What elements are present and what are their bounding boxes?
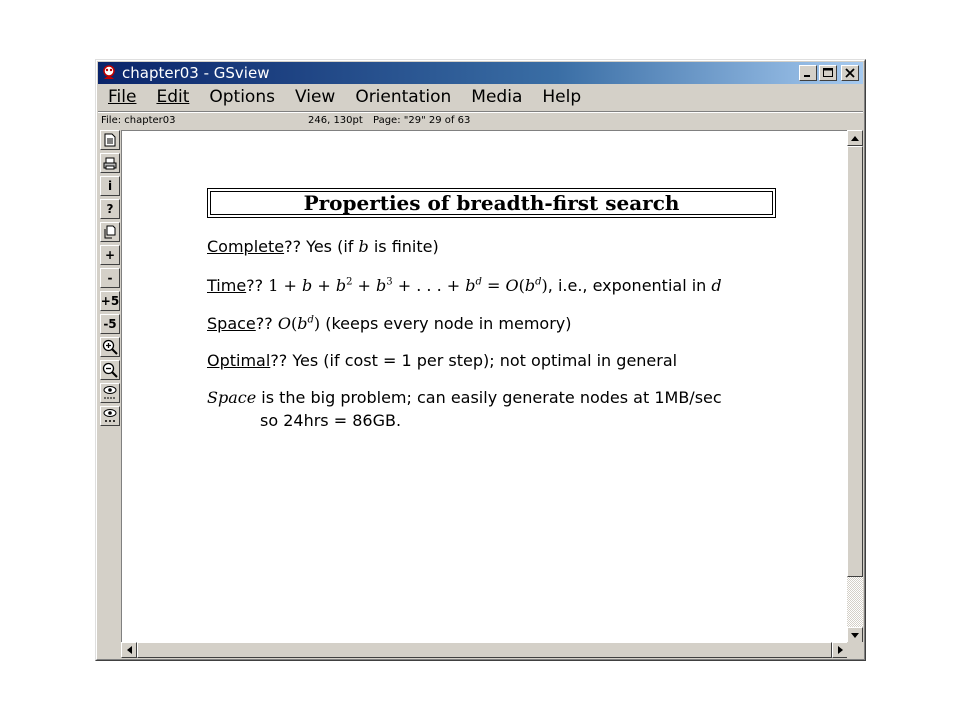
time-O: O	[505, 276, 519, 295]
scroll-down-button[interactable]	[847, 627, 863, 643]
time-dots: + . . . +	[392, 276, 466, 295]
time-b3: b	[376, 276, 387, 295]
arrow-up-icon	[851, 136, 859, 141]
zoom-in-button[interactable]	[100, 337, 120, 357]
open-file-button[interactable]	[100, 130, 120, 150]
vertical-scroll-thumb[interactable]	[847, 146, 863, 577]
time-bd: b	[465, 276, 476, 295]
side-toolbar	[98, 130, 122, 658]
note-italic-space: Space	[207, 388, 257, 407]
document-icon	[104, 133, 116, 147]
time-expd2: d	[535, 276, 542, 288]
status-bar	[98, 111, 863, 130]
maximize-button[interactable]	[819, 65, 837, 81]
time-b1: b	[302, 276, 313, 295]
forward-5-pages-button[interactable]	[100, 291, 120, 311]
minimize-icon	[803, 68, 813, 78]
zoom-out-button[interactable]	[100, 360, 120, 380]
minus-five-icon: -5	[103, 317, 117, 331]
info-button[interactable]	[100, 176, 120, 196]
print-button[interactable]	[100, 153, 120, 173]
complete-label: Complete	[207, 237, 285, 256]
status-file-name: File: chapter03	[101, 115, 176, 126]
scroll-right-button[interactable]	[832, 642, 848, 658]
menu-edit-label: Edit	[156, 87, 190, 107]
time-close: )	[541, 276, 548, 295]
menu-edit[interactable]	[146, 87, 199, 107]
menu-bar	[98, 85, 863, 109]
caption-buttons	[799, 65, 859, 81]
window-title: chapter03 - GSview	[122, 64, 270, 82]
time-b4: b	[524, 276, 536, 295]
space-q: ??	[255, 314, 278, 333]
back-5-pages-button[interactable]	[100, 314, 120, 334]
scroll-left-button[interactable]	[121, 642, 137, 658]
time-expd: d	[475, 276, 482, 288]
zoom-out-icon	[102, 362, 118, 378]
eye-abc-icon	[102, 385, 118, 401]
plus-icon: +	[104, 248, 116, 262]
eye-dots-icon	[102, 408, 118, 424]
time-eq: =	[481, 276, 506, 295]
printer-icon	[103, 157, 117, 170]
help-button[interactable]	[100, 199, 120, 219]
horizontal-scrollbar[interactable]	[121, 642, 848, 658]
arrow-down-icon	[851, 633, 859, 638]
space-open: (	[290, 314, 298, 333]
space-expd: d	[307, 314, 314, 326]
minimize-button[interactable]	[799, 65, 817, 81]
menu-orientation[interactable]: Orientation	[355, 87, 452, 107]
optimal-text: ?? Yes (if cost = 1 per step); not optimal in general	[270, 351, 678, 370]
size-grip[interactable]	[847, 642, 863, 658]
complete-end: is finite)	[368, 237, 439, 256]
time-line	[207, 276, 722, 295]
gsview-window	[95, 59, 866, 661]
title-bar[interactable]	[98, 62, 863, 84]
minus-icon: -	[107, 271, 113, 285]
time-rest: , i.e., exponential in	[547, 276, 712, 295]
time-exp3: 3	[386, 276, 393, 288]
note-line-2: so 24hrs = 86GB.	[260, 411, 402, 430]
document-viewport[interactable]	[121, 130, 849, 644]
space-b: b	[297, 314, 308, 333]
vertical-scrollbar[interactable]	[847, 130, 863, 643]
horizontal-scroll-thumb[interactable]	[137, 642, 832, 658]
time-plus1: +	[312, 276, 336, 295]
find-text-button[interactable]	[100, 383, 120, 403]
time-open: (	[518, 276, 525, 295]
menu-file-label: File	[108, 87, 137, 107]
note-text: is the big problem; can easily generate nodes at 1MB/sec	[256, 388, 722, 407]
complete-line	[207, 237, 439, 256]
menu-options[interactable]: Options	[209, 87, 275, 107]
plus-five-icon: +5	[100, 294, 120, 308]
pages-icon	[104, 225, 116, 239]
optimal-label: Optimal	[207, 351, 271, 370]
arrow-right-icon	[838, 646, 843, 654]
time-label: Time	[207, 276, 247, 295]
space-rest: (keeps every node in memory)	[320, 314, 572, 333]
note-line-1	[207, 388, 722, 407]
space-close: )	[313, 314, 321, 333]
space-line	[207, 314, 571, 333]
time-d: d	[711, 276, 722, 295]
find-next-button[interactable]	[100, 406, 120, 426]
close-icon	[845, 68, 855, 78]
complete-text: ?? Yes (if	[284, 237, 359, 256]
status-page-info: Page: "29" 29 of 63	[373, 115, 471, 126]
time-b2: b	[335, 276, 347, 295]
close-button[interactable]	[841, 65, 859, 81]
menu-help[interactable]: Help	[542, 87, 582, 107]
menu-file[interactable]	[98, 87, 146, 107]
space-O: O	[277, 314, 291, 333]
optimal-line	[207, 351, 677, 370]
info-icon: i	[107, 179, 113, 193]
time-plus2: +	[352, 276, 377, 295]
time-q: ??	[246, 276, 269, 295]
go-to-page-button[interactable]	[100, 222, 120, 242]
space-label: Space	[207, 314, 256, 333]
slide-title-box	[207, 188, 776, 218]
scroll-up-button[interactable]	[847, 130, 863, 146]
zoom-in-icon	[102, 339, 118, 355]
maximize-icon	[823, 68, 833, 78]
status-coordinates: 246, 130pt	[308, 115, 363, 126]
time-exp2: 2	[346, 276, 353, 288]
complete-var: b	[358, 237, 369, 256]
menu-view[interactable]: View	[294, 87, 336, 107]
slide-title: Properties of breadth-first search	[210, 191, 773, 215]
time-formula-a: 1 +	[268, 276, 302, 295]
previous-page-button[interactable]	[100, 268, 120, 288]
help-icon: ?	[106, 202, 114, 216]
gsview-app-icon[interactable]	[101, 65, 117, 81]
next-page-button[interactable]	[100, 245, 120, 265]
arrow-left-icon	[127, 646, 132, 654]
menu-media[interactable]: Media	[471, 87, 523, 107]
